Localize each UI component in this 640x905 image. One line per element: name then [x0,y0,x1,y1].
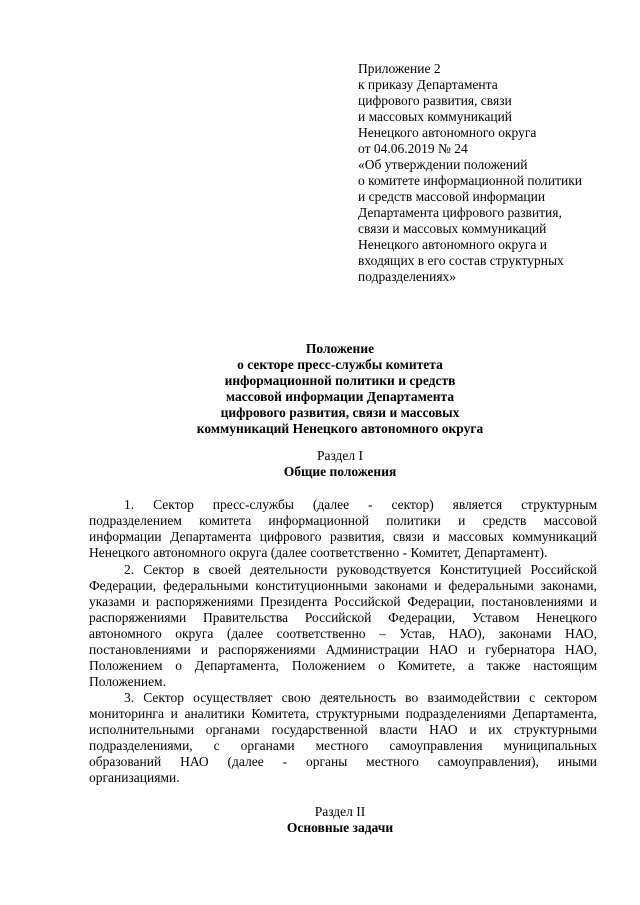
annex-line: «Об утверждении положений [358,157,528,172]
section-1-heading [120,448,560,480]
paragraph-1 [89,497,597,561]
section-number: Раздел I [316,448,364,463]
document-title [120,341,560,437]
paragraph-line: Положением. [89,674,166,689]
annex-line: Приложение 2 [358,61,441,76]
paragraph-line: 3. Сектор осуществляет свою деятельность во взаимодействии с сектором [124,690,597,705]
section-name: Основные задачи [286,820,394,835]
paragraph-line: исполнительными органами государственной власти НАО и их структурными [89,722,597,737]
annex-line: входящих в его состав структурных [358,253,564,268]
annex-line: связи и массовых коммуникаций [358,221,547,236]
annex-line: к приказу Департамента [358,77,498,92]
annex-block [358,61,618,285]
paragraph-line: 2. Сектор в своей деятельности руководствуется Конституцией Российской [124,562,597,577]
title-line: цифрового развития, связи и массовых [220,405,460,420]
paragraph-line: образований НАО (далее - органы местного самоуправления), иными [89,754,597,769]
title-line: информационной политики и средств [224,373,456,388]
paragraph-line: 1. Сектор пресс-службы (далее - сектор) является структурным [124,497,597,512]
paragraph-line: Положением о Департамента, Положением о Комитете, а также настоящим [89,658,597,673]
annex-line: подразделениях» [358,269,457,284]
title-line: массовой информации Департамента [225,389,455,404]
paragraph-line: Ненецкого автономного округа (далее соответственно - Комитет, Департамент). [89,545,548,560]
annex-line: о комитете информационной политики [358,173,583,188]
paragraph-line: постановлениями и распоряжениями Администрации НАО и губернатора НАО, [89,642,597,657]
paragraph-line: автономного округа (далее соответственно – Устав, НАО), законами НАО, [89,626,597,641]
title-line: коммуникаций Ненецкого автономного округа [196,421,484,436]
annex-line: цифрового развития, связи [358,93,512,108]
title-line: о секторе пресс-службы комитета [237,357,443,372]
paragraph-2 [89,562,597,690]
section-name: Общие положения [283,464,397,479]
annex-line: Ненецкого автономного округа и [358,237,547,252]
paragraph-line: подразделениями, с органами местного самоуправления муниципальных [89,738,597,753]
annex-line: и средств массовой информации [358,189,546,204]
annex-line: Ненецкого автономного округа [358,125,537,140]
paragraph-line: организациями. [89,770,180,785]
annex-line: и массовых коммуникаций [358,109,513,124]
paragraph-line: подразделением комитета информационной политики и средств массовой [89,513,597,528]
paragraph-line: указами и распоряжениями Президента Российской Федерации, постановлениями и [89,594,597,609]
title-line: Положение [305,341,375,356]
paragraph-3 [89,690,597,786]
paragraph-line: мониторинга и аналитики Комитета, структурными подразделениями Департамента, [89,706,597,721]
paragraph-line: распоряжениями Правительства Российской Федерации, Уставом Ненецкого [89,610,597,625]
annex-line: от 04.06.2019 № 24 [358,141,468,156]
annex-line: Департамента цифрового развития, [358,205,562,220]
section-number: Раздел II [314,804,366,819]
paragraph-line: Федерации, федеральными конституционными законами и федеральными законами, [89,578,597,593]
paragraph-line: информации Департамента цифрового развития, связи и массовых коммуникаций [89,529,597,544]
section-2-heading [120,804,560,836]
